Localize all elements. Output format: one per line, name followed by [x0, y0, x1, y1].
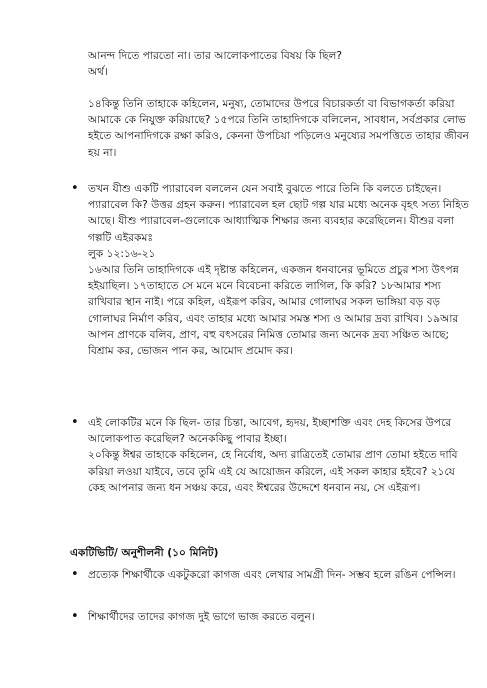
answer-text: অনেককিছু পাবার ইচ্ছা।: [188, 433, 287, 446]
bullet-icon: •: [71, 567, 79, 582]
activity-heading: একটিভিটি/ অনুশীলনী (১০ মিনিট): [70, 547, 219, 559]
intro-answer: অর্থ।: [88, 66, 108, 79]
activity-text: শিক্ষার্থীদের তাদের কাগজ দুই ভাগে ভাজ করতে বলুন।: [88, 611, 315, 623]
bullet-icon: •: [71, 609, 79, 624]
intro-question: আনন্দ দিতে পারতো না। তার আলোকপাতের বিষয় কি ছিল?: [88, 50, 343, 62]
activity-item-1: [71, 567, 473, 583]
question-with-answer: [88, 415, 473, 447]
paragraph-intro: [88, 48, 473, 80]
activity-item-2: [71, 609, 473, 625]
parable-intro: তখন যীশু একটি প্যারাবেল বললেন যেন সবাই বুঝতে পারে তিনি কি বলতে চাইছেন। প্যারাবেল কি? উত্তর গ্রহন করুন। প্যারাবেল হল ছোট গল্প যার মধ্যে অনেক বৃহৎ সত্য নিহিত আছে। যীশু প্যারাবেল-গুলোকে আধ্যাত্মিক শিক্ষার জন্য ব্যবহার করেছিলেন। যীশুর বলা গল্পটি এইরকমঃ: [88, 183, 469, 244]
scripture-reference: লুক ১২:১৬-২১: [88, 247, 156, 260]
bullet-icon: •: [71, 415, 79, 430]
activity-text: প্রত্যেক শিক্ষার্থীকে একটুকরো কাগজ এবং লেখার সামগ্রী দিন- সম্ভব হলে রঙিন পেন্সিল।: [88, 569, 456, 581]
section-heading: [70, 545, 470, 561]
scripture-text: ১৪কিন্তু তিনি তাহাকে কহিলেন, মনুষ্য, তোমাদের উপরে বিচারকর্তা বা বিভাগকর্তা করিয়া আমাকে কে নিযুক্ত করিয়াছে? ১৫পরে তিনি তাহাদিগকে বলিলেন, সাবধান, সর্বপ্রকার লোভ হইতে আপনাদিগকে রক্ষা করিও, কেননা উপচিয়া পড়িলেও মনুষ্যের সমপত্তিতে তাহার জীবন হয় না।: [88, 98, 469, 159]
scripture-text: ১৬আর তিনি তাহাদিগকে এই দৃষ্টান্ত কহিলেন, একজন ধনবানের ভূমিতে প্রচুর শস্য উৎপন্ন হইয়াছিল। ১৭তাহাতে সে মনে মনে বিবেচনা করিতে লাগিল, কি করি? ১৮আমার শস্য রাখিবার স্থান নাই। পরে কহিল, এইরূপ করিব, আমার গোলাঘর সকল ভাঙ্গিয়া বড় বড় গোলাঘর নির্মাণ করিব, এবং তাহার মধ্যে আমার সমস্ত শস্য ও আমার দ্রব্য রাখিব। ১৯আর আপন প্রাণকে বলিব, প্রাণ, বহু বৎসরের নিমিত্ত তোমার জন্য অনেক দ্রব্য সঞ্চিত আছে; বিশ্রাম কর, ভোজন পান কর, আমোদ প্রমোদ কর।: [88, 264, 459, 358]
bullet-icon: •: [71, 181, 79, 196]
question-text: এই লোকটির মনে কি ছিল- তার চিন্তা, আবেগ, হৃদয়, ইচ্ছাশক্তি এবং দেহ কিসের উপরে আলোকপাত করেছিল?: [88, 417, 452, 446]
bullet-question: [71, 415, 473, 496]
scripture-passage-14-15: [88, 96, 473, 161]
scripture-text: ২০কিন্তু ঈশ্বর তাহাকে কহিলেন, হে নির্বোধ, অদ্য রাত্রিতেই তোমার প্রাণ তোমা হইতে দাবি করিয়া লওয়া যাইবে, তবে তুমি এই যে আয়োজন করিলে, এই সকল কাহার হইবে? ২১যে কেহ আপনার জন্য ধন সঞ্চয় করে, এবং ঈশ্বরের উদ্দেশে ধনবান নয়, সে এইরূপ।: [88, 449, 458, 494]
bullet-parable: [71, 181, 473, 359]
